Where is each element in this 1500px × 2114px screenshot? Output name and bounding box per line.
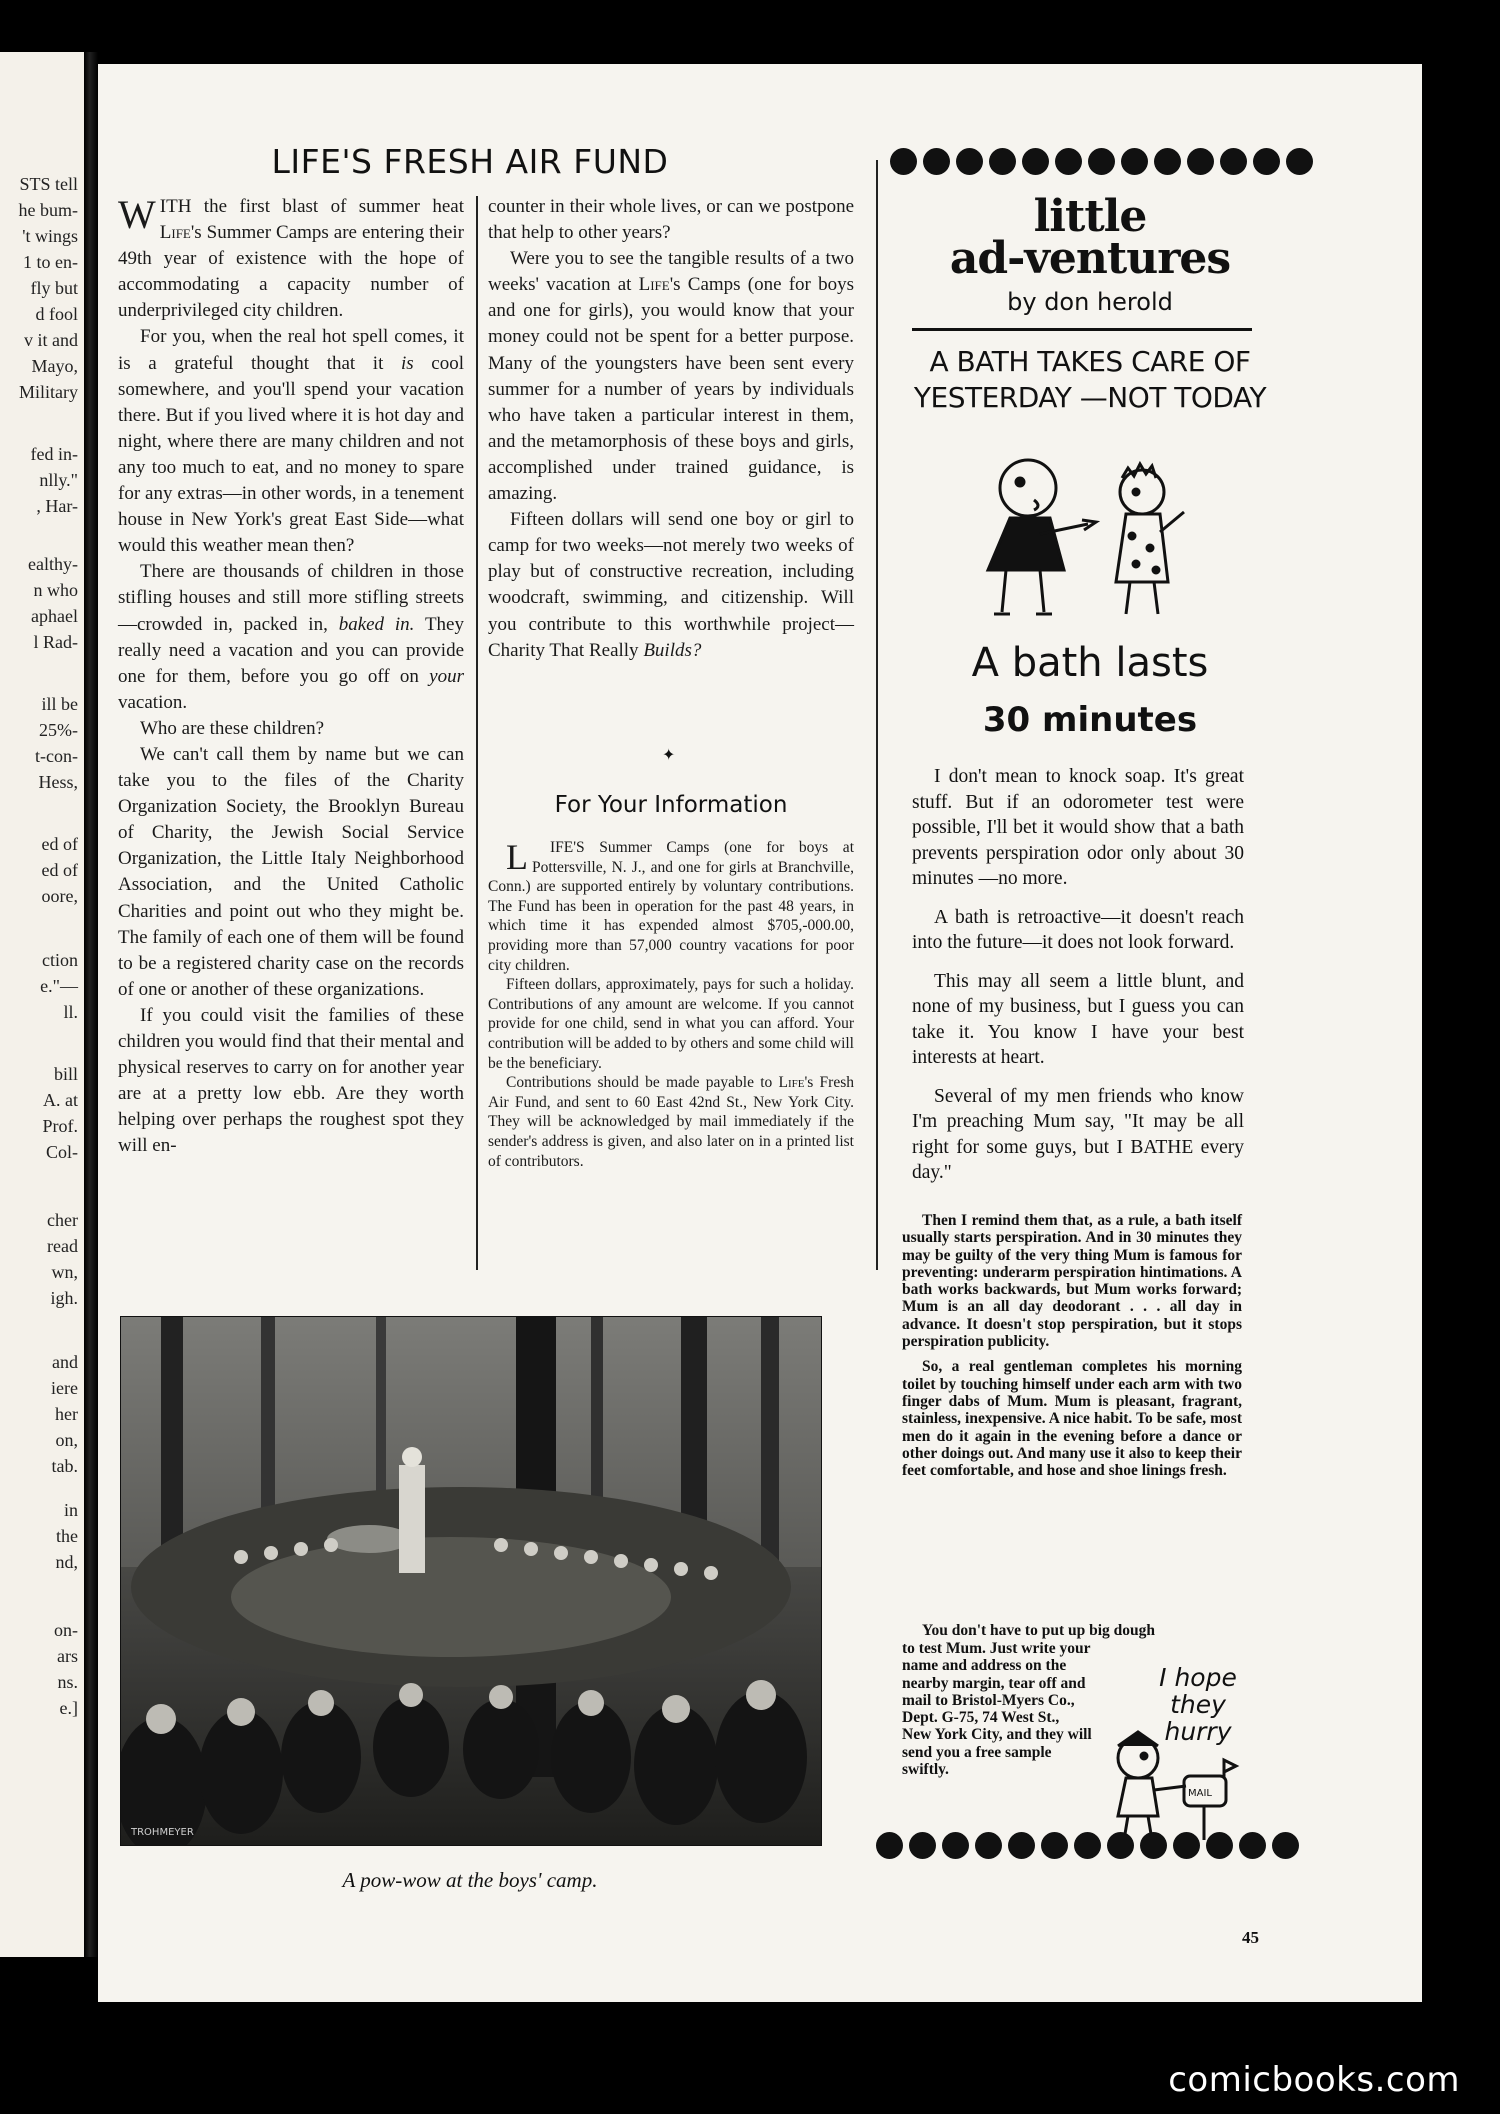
left-facing-page — [0, 52, 84, 1957]
paragraph: I don't mean to knock soap. It's great stuff. But if an odorometer test were possible, I'll bet it would show that a bath prevents perspiration odor only about 30 minutes —no more. — [912, 766, 1244, 889]
info-heading: For Your Information — [554, 792, 788, 818]
border-dot — [923, 148, 950, 175]
dot-border-top — [890, 148, 1313, 175]
ad-divider-rule — [876, 160, 878, 1270]
left-page-text-fragment: tab. — [51, 1456, 78, 1476]
border-dot — [1173, 1832, 1200, 1859]
left-page-text-fragment: ealthy- — [28, 554, 78, 574]
camp-photo — [120, 1316, 822, 1846]
paragraph: Fifteen dollars will send one boy or girl to camp for two weeks—not merely two weeks of play but of constructive recreation, including woodcraft, swimming, and citizenship. Will you contribute to this worthwhile project—Charity That Really Builds? — [488, 509, 854, 661]
left-page-text-fragment: ns. — [57, 1672, 78, 1692]
dot-border-bottom — [876, 1832, 1299, 1859]
border-dot — [1286, 148, 1313, 175]
border-dot — [956, 148, 983, 175]
left-page-text-fragment: in — [63, 1500, 78, 1520]
left-page-text-fragment: the — [56, 1526, 78, 1546]
left-page-text-fragment: ed of — [41, 834, 78, 854]
paragraph: Then I remind them that, as a rule, a bath itself usually starts perspiration. And in 30 minutes they may be guilty of the very thing Mum is famous for preventing: underarm perspiration hintimations. A bath works backwards, but Mum works forward; Mum is an all day deodorant . . . all day in advance. It doesn't stop perspiration, but it stops perspiration publicity. — [902, 1212, 1242, 1351]
paragraph: There are thousands of children in those stifling houses and still more stifling streets—crowded in, packed in, baked in. They really need a vacation and you can provide one for them, before you go off on your vacation. — [118, 561, 464, 713]
left-page-text-fragment: on, — [55, 1430, 78, 1450]
paragraph: L IFE'S Summer Camps (one for boys at Pottersville, N. J., and one for girls at Branchville, Conn.) are supported entirely by voluntary contributions. The Fund has been in operation for the past 48 years, in which time it has expended almost $705,-000.00, providing more than 57,000 country vacations for poor city children. — [488, 837, 854, 974]
paragraph: Contributions should be made payable to Life's Fresh Air Fund, and sent to 60 East 42nd St., New York City. They will be acknowledged by mail immediately if the sender's address is given, and also later on in a printed list of contributors. — [488, 1074, 854, 1170]
left-page-text-fragment: ed of — [41, 860, 78, 880]
left-page-text-fragment: Prof. — [42, 1116, 78, 1136]
left-page-text-fragment: 25%- — [39, 720, 78, 740]
left-page-text-fragment: fed in- — [30, 444, 78, 464]
left-page-text-fragment: ll. — [63, 1002, 78, 1022]
photo-caption: A pow-wow at the boys' camp. — [342, 1868, 598, 1892]
hope-speech-text: I hope they hurry — [1159, 1663, 1237, 1746]
left-page-text-fragment: ction — [42, 950, 78, 970]
left-page-text-fragment: l Rad- — [33, 632, 78, 652]
left-page-text-fragment: aphael — [31, 606, 78, 626]
ad-rule — [912, 328, 1252, 331]
left-page-text-fragment: v it and — [24, 330, 78, 350]
border-dot — [1272, 1832, 1299, 1859]
article-column-1 — [118, 194, 464, 1159]
border-dot — [942, 1832, 969, 1859]
border-dot — [1088, 148, 1115, 175]
paragraph: A bath is retroactive—it doesn't reach into the future—it does not look forward. — [912, 906, 1244, 953]
border-dot — [1107, 1832, 1134, 1859]
photo-credit: TROHMEYER — [131, 1827, 194, 1838]
site-watermark: comicbooks.com — [1168, 2060, 1460, 2100]
left-page-text-fragment: d fool — [35, 304, 78, 324]
column-rule — [476, 196, 478, 1270]
left-page-text-fragment: on- — [54, 1620, 78, 1640]
ad-big-headline-1: A bath lasts — [971, 640, 1209, 686]
border-dot — [975, 1832, 1002, 1859]
left-page-text-fragment: Hess, — [38, 772, 78, 792]
paragraph: If you could visit the families of these children you would find that their mental and physical reserves to carry on for another year are at a pretty low ebb. Are they worth helping over perhaps the roughest spot they will en- — [118, 1004, 464, 1157]
ad-offer-lead: You don't have to put up big dough — [922, 1622, 1156, 1639]
border-dot — [1022, 148, 1049, 175]
drop-cap: W — [118, 192, 156, 237]
campfire-scene-image — [121, 1317, 821, 1845]
border-dot — [1187, 148, 1214, 175]
border-dot — [890, 148, 917, 175]
border-dot — [876, 1832, 903, 1859]
border-dot — [989, 148, 1016, 175]
section-ornament: ✦ — [662, 747, 676, 764]
paragraph: Fifteen dollars, approximately, pays for such a holiday. Contributions of any amount are welcome. If you cannot provide for one child, send in what you can afford. Your contribution will be added to by others and some child will be the beneficiary. — [488, 976, 854, 1072]
left-page-text-fragment: e.] — [59, 1698, 78, 1718]
ad-title: little ad-ventures — [949, 191, 1231, 284]
mailbox-cartoon — [1096, 1728, 1246, 1844]
page-gutter — [84, 52, 98, 1957]
left-page-text-fragment: ill be — [41, 694, 78, 714]
border-dot — [1253, 148, 1280, 175]
gentleman-and-girl-cartoon — [970, 452, 1200, 624]
ad-offer-text: to test Mum. Just write your name and address on the nearby margin, tear off and mail to Bristol-Myers Co., Dept. G-75, 74 West St., New York City, and they will send you a free sample swiftly. — [902, 1640, 1092, 1779]
paragraph: Who are these children? — [140, 717, 325, 739]
left-page-text-fragment: iere — [51, 1378, 78, 1398]
left-page-text-fragment: Military — [19, 382, 78, 402]
left-page-text-fragment: t-con- — [35, 746, 78, 766]
left-page-text-fragment: , Har- — [36, 496, 78, 516]
mailbox-label: MAIL — [1188, 1788, 1212, 1799]
left-page-text-fragment: n who — [33, 580, 78, 600]
left-page-text-fragment: her — [55, 1404, 78, 1424]
page-number: 45 — [1242, 1928, 1259, 1947]
border-dot — [1041, 1832, 1068, 1859]
paragraph: counter in their whole lives, or can we postpone that help to other years? — [488, 196, 854, 244]
ad-body — [912, 764, 1244, 1199]
article-column-2 — [488, 194, 854, 664]
paragraph: Several of my men friends who know I'm preaching Mum say, "It may be all right for some guys, but I BATHE every day." — [912, 1085, 1244, 1183]
left-page-text-fragment: read — [47, 1236, 78, 1256]
border-dot — [909, 1832, 936, 1859]
article-title: LIFE'S FRESH AIR FUND — [271, 142, 669, 181]
left-page-text-fragment: fly but — [30, 278, 78, 298]
left-page-text-fragment: nlly." — [39, 470, 78, 490]
left-page-text-fragment: Mayo, — [31, 356, 78, 376]
border-dot — [1121, 148, 1148, 175]
paragraph: Were you to see the tangible results of a two weeks' vacation at Life's Camps (one for boys and one for girls), you would know that your money could not be spent for a better purpose. Many of the youngsters have been sent every summer for a number of years by individuals who have taken a particular interest in them, and the metamorphosis of these boys and girls, accomplished under trained guidance, is amazing. — [488, 248, 854, 505]
paragraph: So, a real gentleman completes his morning toilet by touching himself under each arm with two finger dabs of Mum. Mum is pleasant, fragrant, stainless, inexpensive. A nice habit. To be safe, most men do it again in the evening before a dance or other doings out. And many use it also to keep their feet comfortable, and hose and shoe linings fresh. — [902, 1358, 1242, 1480]
border-dot — [1074, 1832, 1101, 1859]
left-page-text-fragment: Col- — [45, 1142, 78, 1162]
left-page-text-fragment: nd, — [55, 1552, 78, 1572]
left-page-text-fragment: oore, — [41, 886, 78, 906]
ad-headline: A BATH TAKES CARE OF YESTERDAY —NOT TODAY — [913, 345, 1267, 414]
border-dot — [1154, 148, 1181, 175]
border-dot — [1220, 148, 1247, 175]
border-dot — [1140, 1832, 1167, 1859]
left-page-text-fragment: STS tell — [19, 174, 78, 194]
border-dot — [1239, 1832, 1266, 1859]
ad-byline: by don herold — [1007, 288, 1173, 316]
left-page-text-fragment: cher — [47, 1210, 78, 1230]
ad-big-headline-2: 30 minutes — [982, 700, 1198, 740]
drop-cap: L — [506, 837, 528, 877]
ad-small-print — [902, 1212, 1242, 1487]
border-dot — [1008, 1832, 1035, 1859]
left-page-text-fragment: e."— — [40, 976, 78, 996]
left-page-text-fragment: 1 to en- — [23, 252, 78, 272]
paragraph: WITH the first blast of summer heat Life's Summer Camps are entering their 49th year of existence with the hope of accommodating a capacity number of underprivileged city children. — [118, 192, 464, 322]
left-page-text-fragment: igh. — [50, 1288, 78, 1308]
left-page-text-fragment: ars — [57, 1646, 78, 1666]
left-page-text-fragment: 't wings — [22, 226, 78, 246]
info-box — [488, 838, 854, 1171]
paragraph: We can't call them by name but we can take you to the files of the Charity Organization Society, the Brooklyn Bureau of Charity, the Jewish Social Service Organization, the Little Italy Neighborhood Association, and the United Catholic Charities and point out who they might be. The family of each one of them will be found to be a registered charity case on the records of one or another of these organizations. — [118, 743, 464, 1000]
left-page-text-fragment: and — [52, 1352, 78, 1372]
left-page-text-fragment: wn, — [51, 1262, 78, 1282]
border-dot — [1206, 1832, 1233, 1859]
left-page-text-fragment: he bum- — [18, 200, 78, 220]
left-page-text-fragment: A. at — [43, 1090, 78, 1110]
paragraph: This may all seem a little blunt, and none of my business, but I guess you can take it. You know I have your best interests at heart. — [912, 970, 1244, 1068]
border-dot — [1055, 148, 1082, 175]
paragraph: For you, when the real hot spell comes, it is a grateful thought that it is cool somewhere, and you'll spend your vacation there. But if you lived where it is hot day and night, where there are many children and not any too much to eat, and no money to spare for any extras—in other words, in a tenement house in New York's great East Side—what would this weather mean then? — [118, 326, 464, 557]
left-page-text-fragment: bill — [53, 1064, 78, 1084]
